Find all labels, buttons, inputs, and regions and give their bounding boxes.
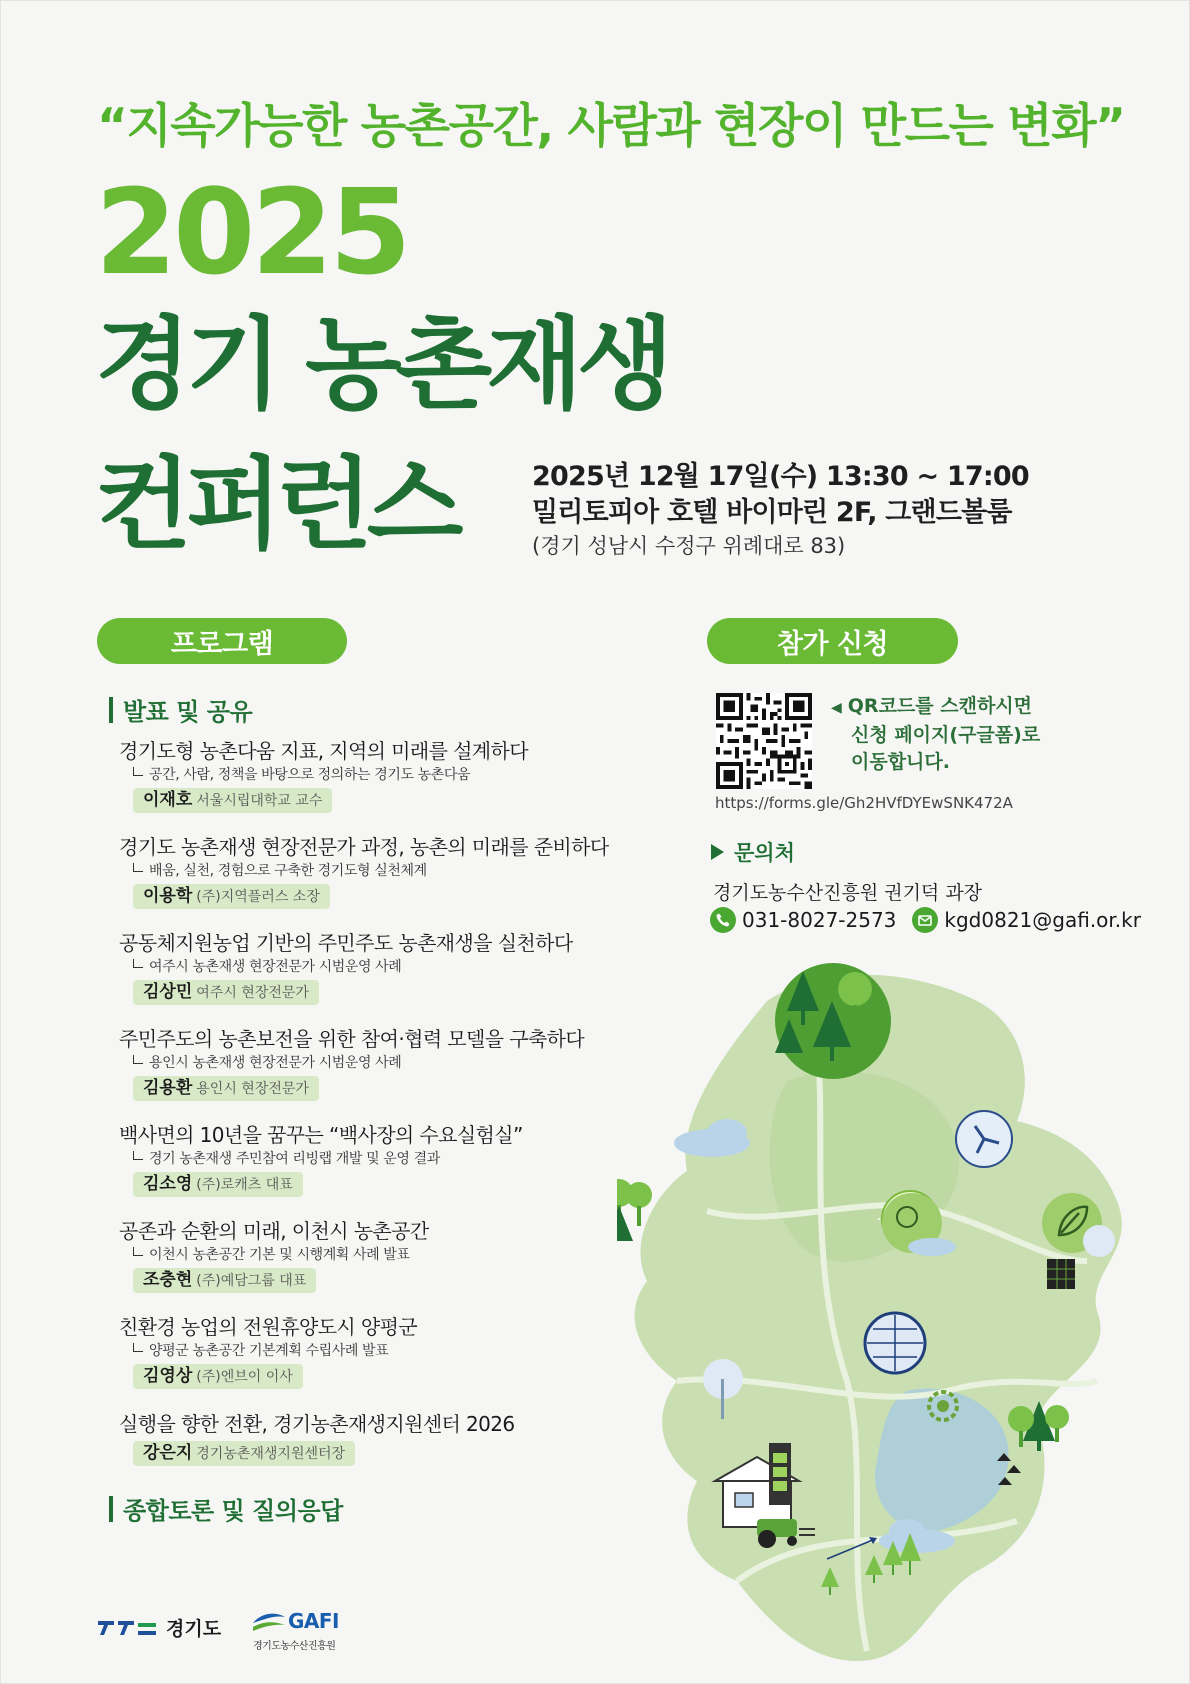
conference-year: 2025 (95, 163, 408, 301)
qr-code[interactable] (716, 693, 812, 789)
talk-subtitle: 공간, 사람, 정책을 바탕으로 정의하는 경기도 농촌다움 (133, 765, 639, 785)
qr-instruction-line3: 이동합니다. (851, 751, 950, 773)
talk-subtitle: 배움, 실천, 경험으로 구축한 경기도형 실천체계 (133, 861, 639, 881)
conference-title-line2: 컨퍼런스 (95, 446, 458, 563)
event-address: (경기 성남시 수정구 위례대로 83) (532, 534, 846, 558)
section-discussion (109, 1491, 343, 1526)
speaker-badge (133, 788, 332, 813)
speaker-badge (133, 1172, 303, 1197)
slogan: “지속가능한 농촌공간, 사람과 현장이 만드는 변화” (97, 99, 1125, 154)
talk-subtitle: 용인시 농촌재생 현장전문가 시범운영 사례 (133, 1053, 639, 1073)
talk-item (119, 929, 639, 1005)
gyeonggi-logo-text: 경기도 (166, 1618, 222, 1640)
talk-item (119, 833, 639, 909)
qr-instruction-line2: 신청 페이지(구글폼)로 (851, 724, 1041, 746)
event-venue: 밀리토피아 호텔 바이마린 2F, 그랜드볼룸 (532, 497, 1012, 528)
talk-item (119, 1217, 639, 1293)
talk-item (119, 1313, 639, 1389)
section-bar (109, 1496, 113, 1522)
contact-details (710, 907, 1141, 933)
speaker-name: 김영상 (143, 1366, 193, 1386)
contact-heading: 문의처 (711, 837, 795, 867)
contact-phone[interactable]: 031-8027-2573 (742, 908, 897, 932)
section-discussion-title: 종합토론 및 질의응답 (123, 1497, 343, 1525)
gyeonggi-logo-mark (96, 1617, 160, 1639)
talk-item (119, 737, 639, 813)
triangle-left-icon: ◀ (831, 700, 842, 716)
gafi-logo-text: GAFI (288, 1609, 339, 1633)
speaker-affiliation: (주)지역플러스 소장 (196, 889, 320, 905)
email-icon (912, 907, 938, 933)
talk-title: 공동체지원농업 기반의 주민주도 농촌재생을 실천하다 (119, 931, 573, 955)
speaker-name: 이재호 (143, 790, 193, 810)
talk-subtitle: 여주시 농촌재생 현장전문가 시범운영 사례 (133, 957, 639, 977)
talk-title: 경기도 농촌재생 현장전문가 과정, 농촌의 미래를 준비하다 (119, 835, 609, 859)
talk-title: 경기도형 농촌다움 지표, 지역의 미래를 설계하다 (119, 739, 528, 763)
gyeonggi-map-illustration (617, 961, 1177, 1681)
speaker-affiliation: (주)로캐츠 대표 (196, 1177, 293, 1193)
speaker-affiliation: 여주시 현장전문가 (196, 985, 309, 1001)
speaker-name: 강은지 (143, 1443, 193, 1463)
gafi-logo-mark (251, 1609, 287, 1635)
talk-title: 친환경 농업의 전원휴양도시 양평군 (119, 1315, 418, 1339)
speaker-name: 김상민 (143, 982, 193, 1002)
speaker-name: 이용학 (143, 886, 193, 906)
speaker-badge (133, 980, 319, 1005)
triangle-right-icon (711, 844, 724, 860)
talk-title: 공존과 순환의 미래, 이천시 농촌공간 (119, 1219, 429, 1243)
phone-icon (710, 907, 736, 933)
speaker-badge (133, 1076, 319, 1101)
speaker-affiliation: 용인시 현장전문가 (196, 1081, 309, 1097)
qr-instruction-line1: QR코드를 스캔하시면 (847, 695, 1033, 717)
program-label: 프로그램 (97, 618, 347, 664)
speaker-name: 조충현 (143, 1270, 193, 1290)
speaker-badge (133, 1268, 316, 1293)
section-bar (109, 697, 113, 723)
talk-item (119, 1025, 639, 1101)
event-info (532, 459, 1092, 561)
talk-subtitle: 이천시 농촌공간 기본 및 시행계획 사례 발표 (133, 1245, 639, 1265)
section-presentations-title: 발표 및 공유 (123, 698, 253, 726)
speaker-affiliation: (주)엔브이 이사 (196, 1369, 293, 1385)
speaker-badge (133, 884, 330, 909)
speaker-badge (133, 1441, 355, 1466)
contact-organization: 경기도농수산진흥원 권기덕 과장 (713, 882, 983, 904)
speaker-name: 김용환 (143, 1078, 193, 1098)
gafi-logo-subtext: 경기도농수산진흥원 (253, 1641, 336, 1652)
speaker-name: 김소영 (143, 1174, 193, 1194)
speaker-affiliation: (주)예담그룹 대표 (196, 1273, 307, 1289)
contact-email[interactable]: kgd0821@gafi.or.kr (944, 908, 1141, 932)
speaker-affiliation: 경기농촌재생지원센터장 (196, 1446, 346, 1462)
talk-item (119, 1410, 639, 1466)
gafi-logo (251, 1609, 351, 1651)
talk-subtitle: 양평군 농촌공간 기본계획 수립사례 발표 (133, 1341, 639, 1361)
speaker-affiliation: 서울시립대학교 교수 (196, 793, 323, 809)
qr-instructions (831, 693, 1040, 776)
speaker-badge (133, 1364, 303, 1389)
talk-item (119, 1121, 639, 1197)
event-datetime: 2025년 12월 17일(수) 13:30 ~ 17:00 (532, 461, 1029, 492)
apply-label: 참가 신청 (707, 618, 958, 664)
talk-subtitle: 경기 농촌재생 주민참여 리빙랩 개발 및 운영 결과 (133, 1149, 639, 1169)
gyeonggi-logo (96, 1614, 221, 1641)
talk-title: 실행을 향한 전환, 경기농촌재생지원센터 2026 (119, 1412, 515, 1436)
registration-url[interactable]: https://forms.gle/Gh2HVfDYEwSNK472A (715, 794, 1013, 812)
section-presentations (109, 692, 252, 727)
talk-title: 주민주도의 농촌보전을 위한 참여·협력 모델을 구축하다 (119, 1027, 585, 1051)
talk-title: 백사면의 10년을 꿈꾸는 “백사장의 수요실험실” (119, 1123, 523, 1147)
conference-title-line1: 경기 농촌재생 (95, 306, 668, 423)
